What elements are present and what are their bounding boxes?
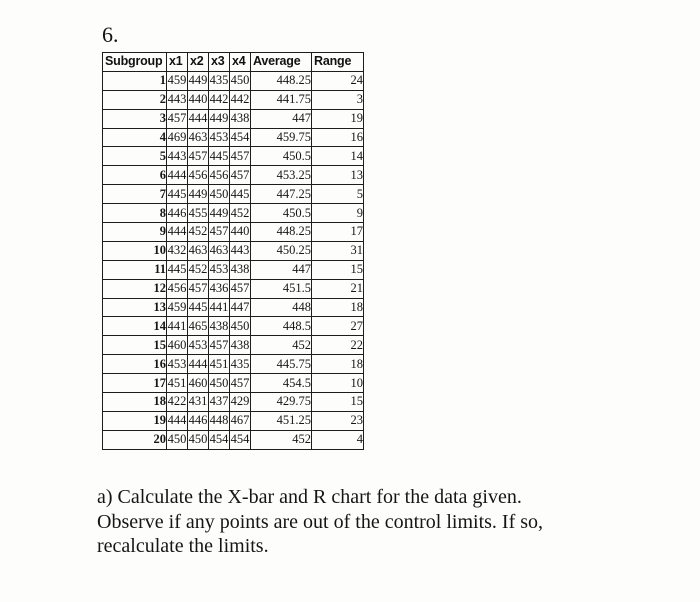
table-row: [103, 430, 364, 449]
subgroup-cell: 3: [103, 109, 167, 128]
x4-cell: 440: [230, 223, 251, 242]
range-cell: 23: [312, 411, 364, 430]
question-line: recalculate the limits.: [97, 535, 269, 557]
average-cell: 451.25: [251, 411, 312, 430]
subgroup-cell: 20: [103, 430, 167, 449]
subgroup-cell: 13: [103, 298, 167, 317]
x3-cell: 437: [209, 393, 230, 412]
range-cell: 18: [312, 298, 364, 317]
x3-cell: 441: [209, 298, 230, 317]
x1-cell: 451: [167, 374, 188, 393]
table-row: [103, 90, 364, 109]
average-cell: 452: [251, 336, 312, 355]
table-row: [103, 355, 364, 374]
x2-cell: 463: [188, 241, 209, 260]
average-cell: 454.5: [251, 374, 312, 393]
average-cell: 445.75: [251, 355, 312, 374]
column-header-x2: x2: [188, 53, 209, 72]
x3-cell: 456: [209, 166, 230, 185]
range-cell: 5: [312, 185, 364, 204]
x4-cell: 438: [230, 336, 251, 355]
average-cell: 451.5: [251, 279, 312, 298]
x4-cell: 450: [230, 317, 251, 336]
question-text: [97, 485, 543, 559]
question-line: Observe if any points are out of the control limits. If so,: [97, 510, 544, 533]
column-header-range: Range: [312, 53, 364, 72]
x1-cell: 444: [167, 223, 188, 242]
x4-cell: 429: [230, 393, 251, 412]
x1-cell: 443: [167, 90, 188, 109]
table-row: [103, 223, 364, 242]
x1-cell: 445: [167, 260, 188, 279]
average-cell: 448.5: [251, 317, 312, 336]
x4-cell: 457: [230, 147, 251, 166]
average-cell: 452: [251, 430, 312, 449]
x1-cell: 469: [167, 128, 188, 147]
table-row: [103, 393, 364, 412]
table-row: [103, 336, 364, 355]
x1-cell: 445: [167, 185, 188, 204]
range-cell: 15: [312, 393, 364, 412]
subgroup-cell: 19: [103, 411, 167, 430]
table-header-row: [103, 53, 364, 72]
subgroup-cell: 2: [103, 90, 167, 109]
x2-cell: 457: [188, 147, 209, 166]
x1-cell: 446: [167, 204, 188, 223]
x2-cell: 431: [188, 393, 209, 412]
x1-cell: 453: [167, 355, 188, 374]
table-row: [103, 185, 364, 204]
range-cell: 4: [312, 430, 364, 449]
x3-cell: 457: [209, 336, 230, 355]
average-cell: 447: [251, 109, 312, 128]
average-cell: 448: [251, 298, 312, 317]
average-cell: 448.25: [251, 71, 312, 90]
range-cell: 13: [312, 166, 364, 185]
range-cell: 22: [312, 336, 364, 355]
average-cell: 450.5: [251, 204, 312, 223]
x4-cell: 438: [230, 260, 251, 279]
range-cell: 17: [312, 223, 364, 242]
x3-cell: 457: [209, 223, 230, 242]
subgroup-cell: 5: [103, 147, 167, 166]
range-cell: 9: [312, 204, 364, 223]
subgroup-cell: 16: [103, 355, 167, 374]
range-cell: 27: [312, 317, 364, 336]
subgroup-cell: 8: [103, 204, 167, 223]
table-row: [103, 166, 364, 185]
subgroup-cell: 9: [103, 223, 167, 242]
x1-cell: 460: [167, 336, 188, 355]
x3-cell: 445: [209, 147, 230, 166]
average-cell: 447: [251, 260, 312, 279]
range-cell: 31: [312, 241, 364, 260]
table-row: [103, 317, 364, 336]
x3-cell: 463: [209, 241, 230, 260]
subgroup-cell: 17: [103, 374, 167, 393]
x2-cell: 457: [188, 279, 209, 298]
x1-cell: 441: [167, 317, 188, 336]
problem-number: 6.: [102, 22, 119, 47]
x1-cell: 443: [167, 147, 188, 166]
subgroup-cell: 10: [103, 241, 167, 260]
x1-cell: 456: [167, 279, 188, 298]
x2-cell: 445: [188, 298, 209, 317]
x4-cell: 457: [230, 374, 251, 393]
subgroup-cell: 15: [103, 336, 167, 355]
x2-cell: 440: [188, 90, 209, 109]
x2-cell: 446: [188, 411, 209, 430]
table-row: [103, 71, 364, 90]
average-cell: 447.25: [251, 185, 312, 204]
table-row: [103, 260, 364, 279]
subgroup-cell: 18: [103, 393, 167, 412]
x4-cell: 457: [230, 166, 251, 185]
data-table-body: [103, 71, 364, 449]
column-header-x4: x4: [230, 53, 251, 72]
average-cell: 448.25: [251, 223, 312, 242]
x2-cell: 449: [188, 185, 209, 204]
x3-cell: 450: [209, 185, 230, 204]
table-row: [103, 204, 364, 223]
x4-cell: 467: [230, 411, 251, 430]
range-cell: 19: [312, 109, 364, 128]
table-row: [103, 241, 364, 260]
x2-cell: 455: [188, 204, 209, 223]
subgroup-cell: 14: [103, 317, 167, 336]
x3-cell: 436: [209, 279, 230, 298]
x2-cell: 463: [188, 128, 209, 147]
table-row: [103, 128, 364, 147]
range-cell: 21: [312, 279, 364, 298]
x2-cell: 444: [188, 355, 209, 374]
x4-cell: 452: [230, 204, 251, 223]
question-line: a) Calculate the X-bar and R chart for the data given.: [97, 486, 522, 508]
range-cell: 14: [312, 147, 364, 166]
x3-cell: 450: [209, 374, 230, 393]
x2-cell: 452: [188, 260, 209, 279]
x4-cell: 457: [230, 279, 251, 298]
x3-cell: 438: [209, 317, 230, 336]
x2-cell: 460: [188, 374, 209, 393]
average-cell: 459.75: [251, 128, 312, 147]
column-header-x1: x1: [167, 53, 188, 72]
x3-cell: 449: [209, 204, 230, 223]
x2-cell: 453: [188, 336, 209, 355]
table-row: [103, 374, 364, 393]
range-cell: 10: [312, 374, 364, 393]
subgroup-cell: 11: [103, 260, 167, 279]
subgroup-cell: 7: [103, 185, 167, 204]
subgroup-cell: 6: [103, 166, 167, 185]
subgroup-cell: 1: [103, 71, 167, 90]
average-cell: 450.5: [251, 147, 312, 166]
x3-cell: 453: [209, 128, 230, 147]
x1-cell: 444: [167, 411, 188, 430]
x4-cell: 454: [230, 430, 251, 449]
x2-cell: 452: [188, 223, 209, 242]
average-cell: 453.25: [251, 166, 312, 185]
table-row: [103, 279, 364, 298]
x1-cell: 459: [167, 298, 188, 317]
range-cell: 16: [312, 128, 364, 147]
x2-cell: 449: [188, 71, 209, 90]
x3-cell: 451: [209, 355, 230, 374]
x3-cell: 442: [209, 90, 230, 109]
x3-cell: 454: [209, 430, 230, 449]
table-row: [103, 411, 364, 430]
x2-cell: 444: [188, 109, 209, 128]
range-cell: 24: [312, 71, 364, 90]
x1-cell: 422: [167, 393, 188, 412]
x1-cell: 444: [167, 166, 188, 185]
x3-cell: 453: [209, 260, 230, 279]
range-cell: 18: [312, 355, 364, 374]
range-cell: 15: [312, 260, 364, 279]
average-cell: 450.25: [251, 241, 312, 260]
x2-cell: 450: [188, 430, 209, 449]
x4-cell: 443: [230, 241, 251, 260]
x3-cell: 448: [209, 411, 230, 430]
table-row: [103, 298, 364, 317]
x2-cell: 465: [188, 317, 209, 336]
data-table: [102, 52, 364, 450]
subgroup-cell: 4: [103, 128, 167, 147]
table-row: [103, 109, 364, 128]
table-row: [103, 147, 364, 166]
x1-cell: 432: [167, 241, 188, 260]
x4-cell: 454: [230, 128, 251, 147]
x4-cell: 438: [230, 109, 251, 128]
x4-cell: 447: [230, 298, 251, 317]
x2-cell: 456: [188, 166, 209, 185]
average-cell: 441.75: [251, 90, 312, 109]
x1-cell: 450: [167, 430, 188, 449]
column-header-subgroup: Subgroup: [103, 53, 167, 72]
x1-cell: 459: [167, 71, 188, 90]
x4-cell: 442: [230, 90, 251, 109]
column-header-average: Average: [251, 53, 312, 72]
subgroup-cell: 12: [103, 279, 167, 298]
x4-cell: 435: [230, 355, 251, 374]
column-header-x3: x3: [209, 53, 230, 72]
x1-cell: 457: [167, 109, 188, 128]
x3-cell: 435: [209, 71, 230, 90]
average-cell: 429.75: [251, 393, 312, 412]
range-cell: 3: [312, 90, 364, 109]
x4-cell: 450: [230, 71, 251, 90]
x3-cell: 449: [209, 109, 230, 128]
x4-cell: 445: [230, 185, 251, 204]
